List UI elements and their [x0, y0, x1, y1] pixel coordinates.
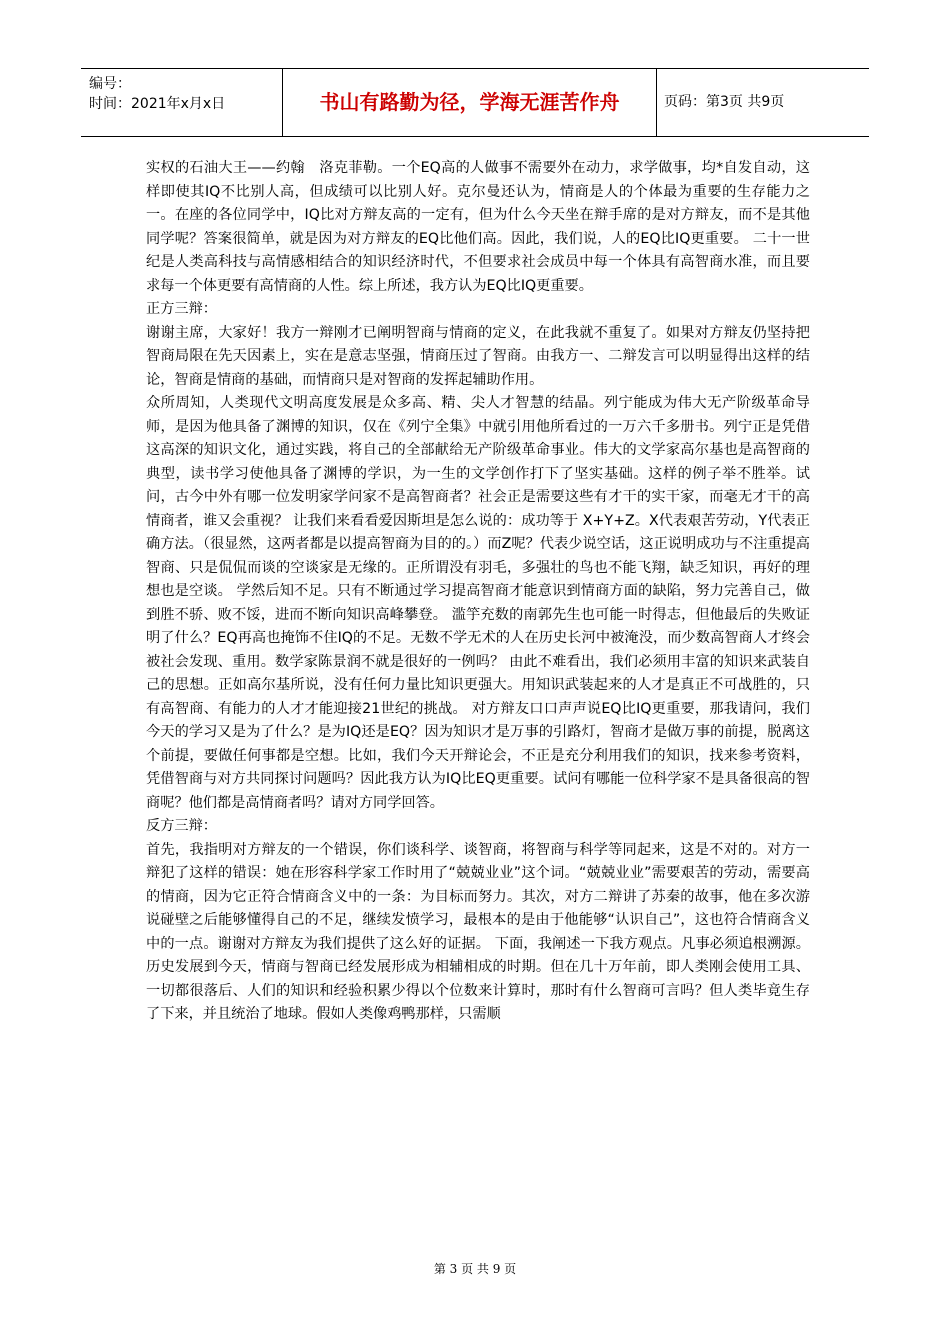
- header-motto: 书山有路勤为径，学海无涯苦作舟: [282, 69, 657, 136]
- document-time-label: 时间：2021年x月x日: [89, 96, 226, 112]
- document-number-label: 编号：: [89, 76, 131, 92]
- document-body: [146, 157, 810, 1027]
- paragraph: 实权的石油大王——约翰 洛克菲勒。一个EQ高的人做事不需要外在动力，求学做事，均*自发自动，这样即使其IQ不比别人高，但成绩可以比别人好。克尔曼还认为，情商是人的个体最为重要的生存能力之一。在座的各位同学中，IQ比对方辩友高的一定有，但为什么今天坐在辩手席的是对方辩友，而不是其他同学呢？答案很简单，就是因为对方辩友的EQ比他们高。因此，我们说，人的EQ比IQ更重要。 二十一世纪是人类高科技与高情感相结合的知识经济时代，不但要求社会成员中每一个体具有高智商水准，而且要求每一个体更要有高情商的人性。综上所述，我方认为EQ比IQ更重要。: [146, 160, 810, 294]
- header-meta: [81, 69, 281, 136]
- paragraph: 首先，我指明对方辩友的一个错误，你们谈科学、谈智商，将智商与科学等同起来，这是不对的。对方一辩犯了这样的错误：她在形容科学家工作时用了“兢兢业业”这个词。“兢兢业业”需要艰苦的劳动，需要高的情商，因为它正符合情商含义中的一条：为目标而努力。其次，对方二辩讲了苏秦的故事，他在多次游说碰壁之后能够懂得自己的不足，继续发愤学习，最根本的是由于他能够“认识自己”，这也符合情商含义中的一点。谢谢对方辩友为我们提供了这么好的证据。 下面，我阐述一下我方观点。凡事必须追根溯源。历史发展到今天，情商与智商已经发展形成为相辅相成的时期。但在几十万年前，即人类刚会使用工具、一切都很落后、人们的知识和经验积累少得以个位数来计算时，那时有什么智商可言吗？但人类毕竟生存了下来，并且统治了地球。假如人类像鸡鸭那样，只需顺: [146, 841, 810, 1022]
- speaker-heading: 正方三辩：: [146, 301, 217, 317]
- speaker-heading: 反方三辩：: [146, 818, 217, 834]
- paragraph: 谢谢主席，大家好！我方一辩刚才已阐明智商与情商的定义，在此我就不重复了。如果对方辩友仍坚持把智商局限在先天因素上，实在是意志坚强，情商压过了智商。由我方一、二辩发言可以明显得出这样的结论，智商是情商的基础，而情商只是对智商的发挥起辅助作用。: [146, 324, 810, 388]
- header-page-number: 页码：第3页 共9页: [664, 94, 785, 110]
- page-footer: 第 3 页 共 9 页: [433, 1262, 517, 1276]
- paragraph: 众所周知，人类现代文明高度发展是众多高、精、尖人才智慧的结晶。列宁能成为伟大无产阶级革命导师，是因为他具备了渊博的知识，仅在《列宁全集》中就引用他所看过的一万六千多册书。列宁正是凭借这高深的知识文化，通过实践，将自己的全部献给无产阶级革命事业。伟大的文学家高尔基也是高智商的典型，读书学习使他具备了渊博的学识，为一生的文学创作打下了坚实基础。这样的例子举不胜举。试问，古今中外有哪一位发明家学问家不是高智商者？社会正是需要这些有才干的实干家，而毫无才干的高情商者，谁又会重视？ 让我们来看看爱因斯坦是怎么说的：成功等于 X+Y+Z。X代表艰苦劳动，Y代表正确方法。（很显然，这两者都是以提高智商为目的的。）而Z呢？代表少说空话，这正说明成功与不注重提高智商、只是侃侃而谈的空谈家是无缘的。正所谓没有羽毛，多强壮的鸟也不能飞翔，缺乏知识，再好的理想也是空谈。 学然后知不足。只有不断通过学习提高智商才能意识到情商方面的缺陷，努力完善自己，做到胜不骄、败不馁，进而不断向知识高峰攀登。 滥竽充数的南郭先生也可能一时得志，但他最后的失败证明了什么？EQ再高也掩饰不住IQ的不足。无数不学无术的人在历史长河中被淹没，而少数高智商人才终会被社会发现、重用。数学家陈景润不就是很好的一例吗？ 由此不难看出，我们必须用丰富的知识来武装自己的思想。正如高尔基所说，没有任何力量比知识更强大。用知识武装起来的人才是真正不可战胜的，只有高智商、有能力的人才才能迎接21世纪的挑战。 对方辩友口口声声说EQ比IQ更重要，那我请问，我们今天的学习又是为了什么？是为IQ还是EQ？因为知识才是万事的引路灯，智商才是做万事的前提，脱离这个前提，要做任何事都是空想。比如，我们今天开辩论会，不正是充分利用我们的知识，找来参考资料，凭借智商与对方共同探讨问题吗？因此我方认为IQ比EQ更重要。试问有哪能一位科学家不是具备很高的智商呢？他们都是高情商者吗？请对方同学回答。: [146, 395, 810, 811]
- page-header: [81, 68, 869, 137]
